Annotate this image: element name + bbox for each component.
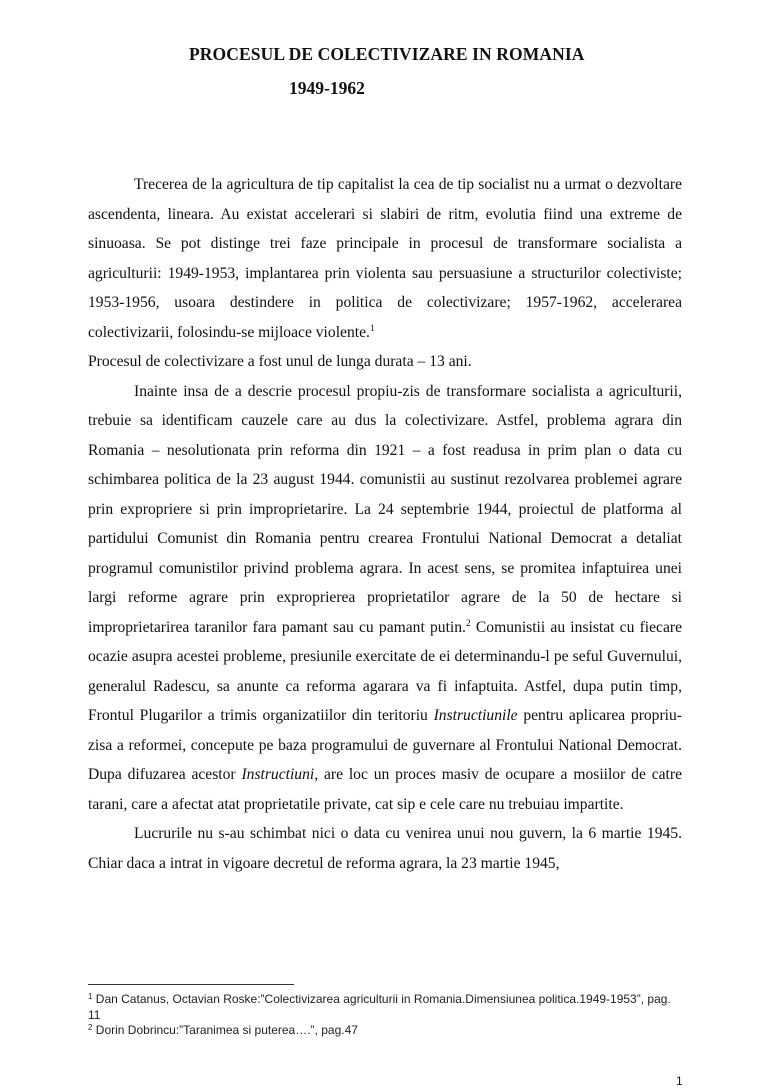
paragraph-1-text-after: Procesul de colectivizare a fost unul de lunga durata – 13 ani. (88, 353, 472, 370)
document-title: PROCESUL DE COLECTIVIZARE IN ROMANIA (189, 44, 585, 64)
paragraph-3-text: Lucrurile nu s-au schimbat nici o data cu venirea unui nou guvern, la 6 martie 1945. Chiar daca a intrat in vigoare decretul de reforma agrara, la 23 martie 1945, (88, 825, 682, 872)
paragraph-2-italic-2: Instructiuni (241, 766, 315, 783)
document-subtitle: 1949-1962 (289, 78, 365, 98)
footnote-number-1: 1 (88, 992, 93, 1001)
paragraph-2 (88, 377, 682, 820)
footnote-1 (88, 992, 682, 1023)
paragraph-3 (88, 819, 682, 878)
paragraph-2-text-1: Inainte insa de a descrie procesul propiu-zis de transformare socialista a agriculturii, trebuie sa identificam cauzele care au dus la colectivizare. Astfel, problema agrara din Romania – nesolutionata prin reforma din 1921 – a fost readusa in prim plan o data cu schimbarea politica de la 23 august 1944. comunistii au sustinut rezolvarea problemei agrare prin expropriere si prin improprietarire. La 24 septembrie 1944, proiectul de platforma al partidului Comunist din Romania pentru crearea Frontului National Democrat a detaliat programul comunistilor privind problema agrara. In acest sens, se promitea infaptuirea unei largi reforme agrare prin exproprierea proprietatilor agrare de la 50 de hectare si improprietarirea taranilor fara pamant sau cu pamant putin. (88, 382, 682, 636)
footnote-text-2: Dorin Dobrincu:”Taranimea si puterea….”, pag.47 (95, 1023, 358, 1037)
paragraph-1 (88, 170, 682, 377)
footnote-ref-1[interactable]: 1 (369, 323, 375, 334)
paragraph-1-text: Trecerea de la agricultura de tip capitalist la cea de tip socialist nu a urmat o dezvoltare ascendenta, lineara. Au existat accelerari si slabiri de ritm, evolutia fiind una extreme de sinuoasa. Se pot distinge trei faze principale in procesul de transformare socialista a agriculturii: 1949-1953, implantarea prin violenta sau persuasiune a structurilor colectiviste; 1953-1956, usoara destindere in politica de colectivizare; 1957-1962, accelerarea colectivizarii, folosindu-se mijloace violente. (88, 176, 682, 341)
footnote-separator (88, 984, 294, 985)
footnote-text-1: Dan Catanus, Octavian Roske:”Colectivizarea agriculturii in Romania.Dimensiunea politica.1949-1953”, pag. 11 (88, 992, 671, 1022)
footnote-ref-2[interactable]: 2 (465, 618, 471, 629)
paragraph-2-text-4: , are loc un proces masiv de ocupare a mosiilor de catre tarani, care a afectat atat proprietatile private, cat sip e cele care nu trebuiau impartite. (88, 766, 682, 813)
footnotes (88, 992, 682, 1039)
footnote-2 (88, 1023, 682, 1039)
document-body (88, 170, 682, 878)
footnote-number-2: 2 (88, 1023, 93, 1032)
paragraph-2-text-3: pentru aplicarea propriu-zisa a reformei, concepute pe baza programului de guvernare al Frontului National Democrat. Dupa difuzarea acestor (88, 707, 682, 783)
page-number: 1 (676, 1074, 683, 1088)
paragraph-2-italic-1: Instructiunile (433, 707, 518, 724)
paragraph-2-text-2: Comunistii au insistat cu fiecare ocazie asupra acestei probleme, presiunile exercitate de ei determinandu-l pe seful Guvernului, generalul Radescu, sa anunte ca reforma agarara va fi infaptuita. Astfel, dupa putin timp, Frontul Plugarilor a trimis organizatiilor din teritoriu (88, 618, 682, 724)
